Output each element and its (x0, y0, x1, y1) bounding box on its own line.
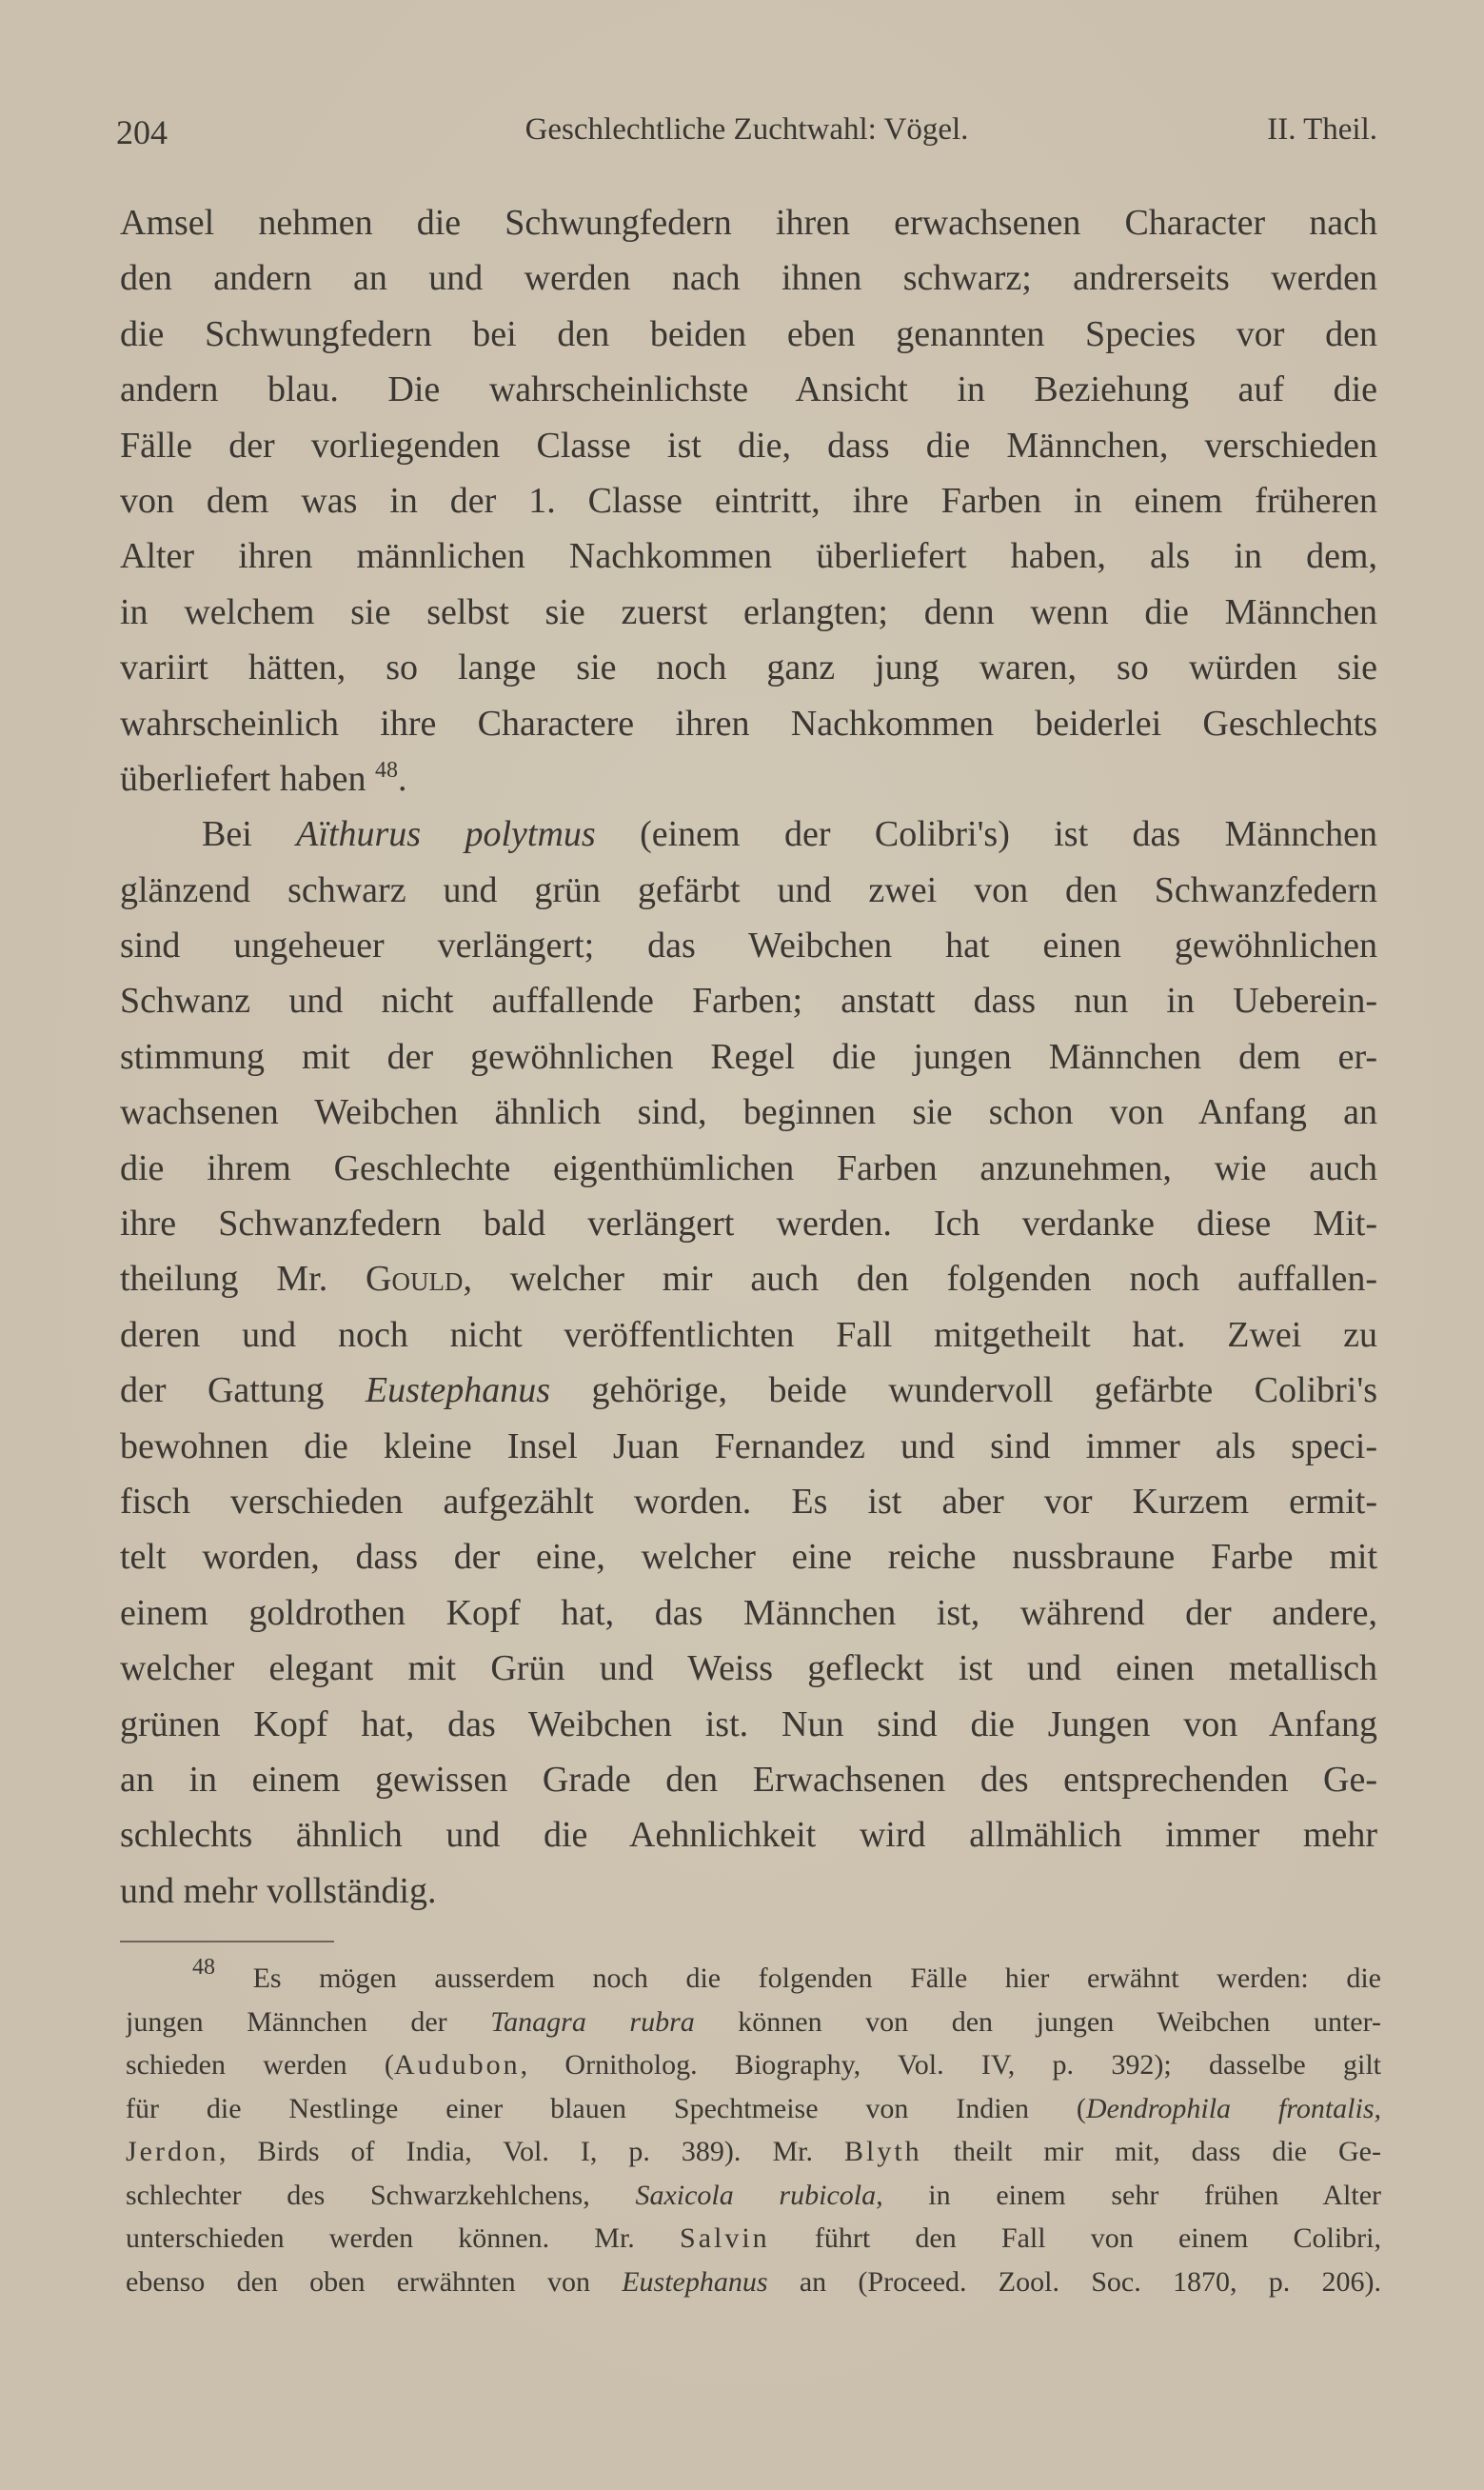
text-line: telt worden, dass der eine, welcher eine reiche nussbraune Farbe mit (120, 1537, 1377, 1578)
text-span: schlechter des Schwarzkehlchens, (126, 2179, 636, 2211)
species-name: Tanagra rubra (490, 2005, 695, 2038)
text-span: jungen Männchen der (126, 2005, 491, 2038)
text-line: grünen Kopf hat, das Weibchen ist. Nun sind die Jungen von Anfang (120, 1703, 1377, 1744)
footnotes (126, 1957, 1381, 2303)
text-span: führt den Fall von einem Colibri, (769, 2222, 1381, 2254)
author-name: Gould (366, 1259, 464, 1300)
text-span: ebenso den oben erwähnten von (126, 2265, 623, 2298)
author-name: Jerdon (126, 2136, 219, 2167)
text-span: , Birds of India, Vol. I, p. 389). Mr. (218, 2136, 844, 2167)
text-line: Fälle der vorliegenden Classe ist die, dass die Männchen, verschieden (120, 425, 1377, 466)
footnote-reference[interactable]: 48 (374, 757, 398, 783)
species-name: Aïthurus polytmus (296, 814, 596, 855)
text-line (120, 1363, 1377, 1418)
body-text (120, 195, 1377, 1919)
footnote-line (126, 2001, 1381, 2044)
text-line: bewohnen die kleine Insel Juan Fernandez und sind immer als speci- (120, 1425, 1377, 1466)
footnote-line (126, 2217, 1381, 2261)
text-span: können von den jungen Weibchen unter- (694, 2005, 1381, 2038)
text-line: welcher elegant mit Grün und Weiss gefleckt ist und einen metallisch (120, 1648, 1377, 1689)
part-label: II. Theil. (1267, 112, 1377, 147)
text-span: in einem sehr frühen Alter (882, 2179, 1381, 2211)
text-line: die Schwungfedern bei den beiden eben genannten Species vor den (120, 313, 1377, 354)
text-span: an (Proceed. Zool. Soc. 1870, p. 206). (767, 2265, 1381, 2298)
text-span: . (397, 758, 407, 799)
text-span: (einem der Colibri's) ist das Männchen (595, 814, 1377, 855)
text-span: theilung Mr. (120, 1259, 366, 1300)
species-name: Saxicola rubicola, (635, 2179, 883, 2211)
text-line: Alter ihren männlichen Nachkommen überliefert haben, als in dem, (120, 536, 1377, 577)
text-line: variirt hätten, so lange sie noch ganz jung waren, so würden sie (120, 647, 1377, 688)
footnote-line (126, 2130, 1381, 2174)
footnote-line (126, 2261, 1381, 2304)
text-line: fisch verschieden aufgezählt worden. Es ist aber vor Kurzem ermit- (120, 1481, 1377, 1522)
running-title: Geschlechtliche Zuchtwahl: Vögel. (524, 112, 969, 147)
text-line: von dem was in der 1. Classe eintritt, ihre Farben in einem früheren (120, 480, 1377, 521)
author-name: Audubon (393, 2049, 521, 2081)
genus-name: Eustephanus (622, 2265, 768, 2298)
text-span: für die Nestlinge einer blauen Spechtmeise von Indien ( (126, 2092, 1086, 2124)
text-line (120, 807, 1377, 862)
footnote-line (126, 2087, 1381, 2131)
text-line: wachsenen Weibchen ähnlich sind, beginnen sie schon von Anfang an (120, 1092, 1377, 1133)
text-line: andern blau. Die wahrscheinlichste Ansicht in Beziehung auf die (120, 369, 1377, 410)
text-span: Es mögen ausserdem noch die folgenden Fälle hier erwähnt werden: die (215, 1962, 1381, 1994)
text-span: der Gattung (120, 1370, 366, 1411)
text-line: stimmung mit der gewöhnlichen Regel die jungen Männchen dem er- (120, 1036, 1377, 1077)
footnote-line (126, 2174, 1381, 2218)
page-number: 204 (116, 113, 168, 151)
text-line: und mehr vollständig. (120, 1870, 437, 1911)
text-span: unterschieden werden können. Mr. (126, 2222, 681, 2254)
footnote-marker: 48 (192, 1957, 215, 1980)
text-line: die ihrem Geschlechte eigenthümlichen Farben anzunehmen, wie auch (120, 1147, 1377, 1188)
text-line: glänzend schwarz und grün gefärbt und zwei von den Schwanzfedern (120, 869, 1377, 910)
text-line (120, 1251, 1377, 1306)
text-span: überliefert haben (120, 758, 366, 799)
text-span: Bei (202, 814, 297, 855)
text-line: einem goldrothen Kopf hat, das Männchen ist, während der andere, (120, 1592, 1377, 1633)
footnote-line (126, 1957, 1381, 2001)
text-line: Schwanz und nicht auffallende Farben; anstatt dass nun in Ueberein- (120, 981, 1377, 1022)
text-line: ihre Schwanzfedern bald verlängert werden. Ich verdanke diese Mit- (120, 1204, 1377, 1245)
text-line: sind ungeheuer verlängert; das Weibchen hat einen gewöhnlichen (120, 926, 1377, 966)
text-span: theilt mir mit, dass die Ge- (921, 2136, 1381, 2167)
text-line (120, 751, 1377, 807)
text-line: an in einem gewissen Grade den Erwachsenen des entsprechenden Ge- (120, 1759, 1377, 1800)
text-line: den andern an und werden nach ihnen schwarz; andrerseits werden (120, 258, 1377, 299)
text-span: gehörige, beide wundervoll gefärbte Colibri's (550, 1370, 1377, 1411)
text-span: schieden werden ( (126, 2049, 394, 2081)
text-span: , Ornitholog. Biography, Vol. IV, p. 392); dasselbe gilt (520, 2049, 1381, 2081)
footnote-line (126, 2043, 1381, 2087)
text-line: schlechts ähnlich und die Aehnlichkeit wird allmählich immer mehr (120, 1815, 1377, 1856)
footnote-divider (120, 1941, 334, 1942)
genus-name: Eustephanus (365, 1370, 551, 1411)
author-name: Salvin (680, 2222, 770, 2254)
text-span: , welcher mir auch den folgenden noch auffallen- (463, 1259, 1377, 1300)
text-line: Amsel nehmen die Schwungfedern ihren erwachsenen Character nach (120, 203, 1377, 243)
author-name: Blyth (844, 2136, 922, 2167)
text-line: in welchem sie selbst sie zuerst erlangten; denn wenn die Männchen (120, 591, 1377, 632)
page-header (116, 112, 1377, 160)
species-name: Dendrophila frontalis, (1085, 2092, 1381, 2124)
text-line: wahrscheinlich ihre Charactere ihren Nachkommen beiderlei Geschlechts (120, 703, 1377, 744)
text-line: deren und noch nicht veröffentlichten Fall mitgetheilt hat. Zwei zu (120, 1314, 1377, 1355)
